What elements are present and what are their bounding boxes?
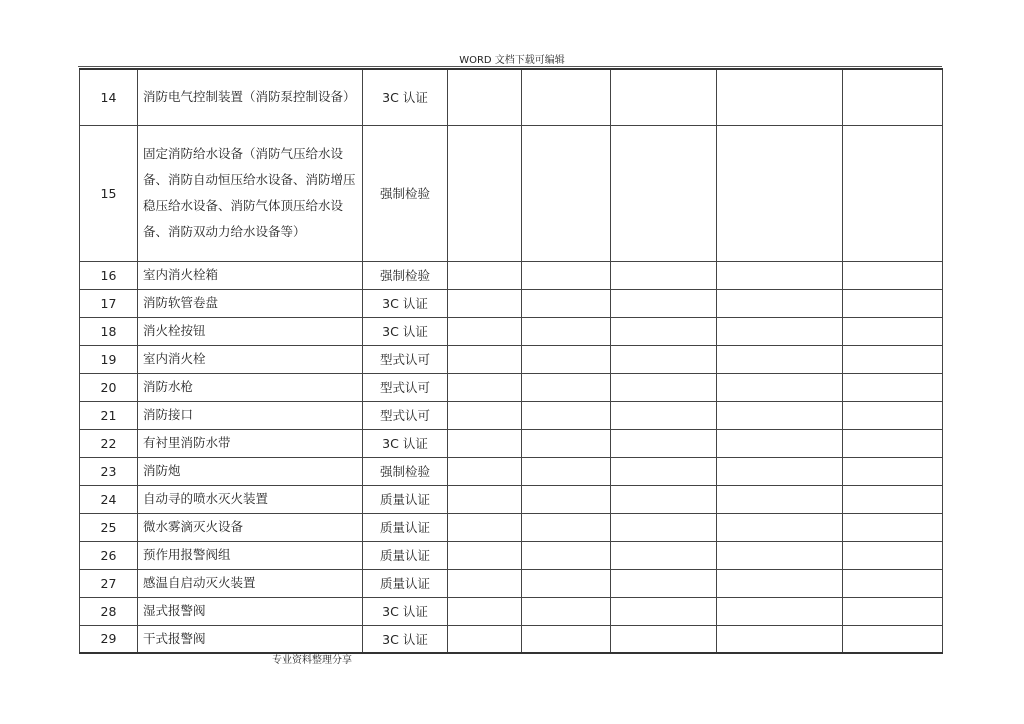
empty-cell bbox=[843, 373, 943, 401]
empty-cell bbox=[717, 625, 843, 653]
empty-cell bbox=[448, 429, 522, 457]
empty-cell bbox=[522, 317, 611, 345]
empty-cell bbox=[522, 69, 611, 125]
row-number: 16 bbox=[80, 261, 138, 289]
table-row bbox=[80, 429, 943, 457]
empty-cell bbox=[448, 457, 522, 485]
equipment-name: 自动寻的喷水灭火装置 bbox=[138, 485, 363, 513]
empty-cell bbox=[843, 569, 943, 597]
empty-cell bbox=[611, 317, 717, 345]
certification-type: 强制检验 bbox=[363, 261, 448, 289]
row-number: 19 bbox=[80, 345, 138, 373]
empty-cell bbox=[611, 625, 717, 653]
empty-cell bbox=[717, 345, 843, 373]
empty-cell bbox=[843, 429, 943, 457]
empty-cell bbox=[717, 401, 843, 429]
row-number: 18 bbox=[80, 317, 138, 345]
equipment-name: 微水雾滴灭火设备 bbox=[138, 513, 363, 541]
certification-type: 3C 认证 bbox=[363, 625, 448, 653]
table-row bbox=[80, 317, 943, 345]
header-divider bbox=[78, 66, 942, 67]
document-header: WORD 文档下载可编辑 bbox=[459, 55, 565, 66]
empty-cell bbox=[448, 125, 522, 261]
empty-cell bbox=[611, 69, 717, 125]
row-number: 14 bbox=[80, 69, 138, 125]
empty-cell bbox=[448, 625, 522, 653]
row-number: 17 bbox=[80, 289, 138, 317]
empty-cell bbox=[522, 429, 611, 457]
empty-cell bbox=[717, 597, 843, 625]
empty-cell bbox=[611, 457, 717, 485]
empty-cell bbox=[448, 401, 522, 429]
row-number: 28 bbox=[80, 597, 138, 625]
empty-cell bbox=[522, 541, 611, 569]
empty-cell bbox=[522, 373, 611, 401]
certification-type: 3C 认证 bbox=[363, 429, 448, 457]
row-number: 27 bbox=[80, 569, 138, 597]
empty-cell bbox=[717, 541, 843, 569]
empty-cell bbox=[611, 345, 717, 373]
table-body bbox=[80, 69, 943, 653]
empty-cell bbox=[843, 485, 943, 513]
empty-cell bbox=[611, 513, 717, 541]
certification-type: 3C 认证 bbox=[363, 69, 448, 125]
table-row bbox=[80, 457, 943, 485]
table-row bbox=[80, 401, 943, 429]
empty-cell bbox=[522, 457, 611, 485]
empty-cell bbox=[522, 597, 611, 625]
equipment-name: 湿式报警阀 bbox=[138, 597, 363, 625]
table-row bbox=[80, 513, 943, 541]
empty-cell bbox=[717, 69, 843, 125]
empty-cell bbox=[611, 401, 717, 429]
empty-cell bbox=[448, 569, 522, 597]
empty-cell bbox=[611, 125, 717, 261]
table-row bbox=[80, 597, 943, 625]
empty-cell bbox=[717, 317, 843, 345]
certification-type: 质量认证 bbox=[363, 569, 448, 597]
certification-type: 型式认可 bbox=[363, 401, 448, 429]
equipment-name: 消防接口 bbox=[138, 401, 363, 429]
document-footer: 专业资料整理分享 bbox=[272, 655, 352, 666]
equipment-name: 感温自启动灭火装置 bbox=[138, 569, 363, 597]
empty-cell bbox=[522, 261, 611, 289]
certification-type: 质量认证 bbox=[363, 485, 448, 513]
empty-cell bbox=[843, 125, 943, 261]
empty-cell bbox=[717, 125, 843, 261]
empty-cell bbox=[611, 597, 717, 625]
certification-type: 强制检验 bbox=[363, 457, 448, 485]
row-number: 22 bbox=[80, 429, 138, 457]
row-number: 21 bbox=[80, 401, 138, 429]
empty-cell bbox=[448, 597, 522, 625]
row-number: 15 bbox=[80, 125, 138, 261]
empty-cell bbox=[448, 289, 522, 317]
certification-type: 3C 认证 bbox=[363, 317, 448, 345]
empty-cell bbox=[522, 125, 611, 261]
empty-cell bbox=[448, 513, 522, 541]
empty-cell bbox=[522, 513, 611, 541]
empty-cell bbox=[611, 261, 717, 289]
table-row bbox=[80, 345, 943, 373]
equipment-name: 室内消火栓 bbox=[138, 345, 363, 373]
empty-cell bbox=[448, 345, 522, 373]
empty-cell bbox=[843, 69, 943, 125]
certification-type: 质量认证 bbox=[363, 513, 448, 541]
certification-type: 3C 认证 bbox=[363, 597, 448, 625]
certification-type: 强制检验 bbox=[363, 125, 448, 261]
table-row bbox=[80, 69, 943, 125]
empty-cell bbox=[843, 541, 943, 569]
empty-cell bbox=[717, 289, 843, 317]
row-number: 25 bbox=[80, 513, 138, 541]
row-number: 29 bbox=[80, 625, 138, 653]
empty-cell bbox=[717, 485, 843, 513]
empty-cell bbox=[843, 625, 943, 653]
equipment-table bbox=[79, 68, 943, 654]
empty-cell bbox=[522, 485, 611, 513]
table-row bbox=[80, 541, 943, 569]
equipment-name: 室内消火栓箱 bbox=[138, 261, 363, 289]
empty-cell bbox=[611, 429, 717, 457]
empty-cell bbox=[522, 401, 611, 429]
empty-cell bbox=[522, 569, 611, 597]
empty-cell bbox=[717, 373, 843, 401]
empty-cell bbox=[611, 569, 717, 597]
equipment-name: 干式报警阀 bbox=[138, 625, 363, 653]
empty-cell bbox=[717, 429, 843, 457]
equipment-name: 消防软管卷盘 bbox=[138, 289, 363, 317]
empty-cell bbox=[843, 457, 943, 485]
empty-cell bbox=[843, 261, 943, 289]
equipment-name: 消防电气控制装置（消防泵控制设备） bbox=[138, 69, 363, 125]
row-number: 26 bbox=[80, 541, 138, 569]
empty-cell bbox=[448, 541, 522, 569]
certification-type: 型式认可 bbox=[363, 373, 448, 401]
equipment-name: 消火栓按钮 bbox=[138, 317, 363, 345]
empty-cell bbox=[843, 289, 943, 317]
empty-cell bbox=[843, 401, 943, 429]
table-row bbox=[80, 485, 943, 513]
empty-cell bbox=[611, 485, 717, 513]
empty-cell bbox=[448, 373, 522, 401]
table-row bbox=[80, 125, 943, 261]
empty-cell bbox=[611, 373, 717, 401]
certification-type: 质量认证 bbox=[363, 541, 448, 569]
row-number: 20 bbox=[80, 373, 138, 401]
row-number: 23 bbox=[80, 457, 138, 485]
equipment-name: 消防水枪 bbox=[138, 373, 363, 401]
empty-cell bbox=[448, 69, 522, 125]
empty-cell bbox=[522, 625, 611, 653]
empty-cell bbox=[843, 317, 943, 345]
equipment-name: 消防炮 bbox=[138, 457, 363, 485]
empty-cell bbox=[717, 569, 843, 597]
equipment-name: 预作用报警阀组 bbox=[138, 541, 363, 569]
certification-type: 3C 认证 bbox=[363, 289, 448, 317]
empty-cell bbox=[717, 457, 843, 485]
empty-cell bbox=[843, 513, 943, 541]
empty-cell bbox=[717, 261, 843, 289]
equipment-name: 有衬里消防水带 bbox=[138, 429, 363, 457]
empty-cell bbox=[522, 289, 611, 317]
certification-type: 型式认可 bbox=[363, 345, 448, 373]
empty-cell bbox=[717, 513, 843, 541]
table-row bbox=[80, 261, 943, 289]
empty-cell bbox=[448, 317, 522, 345]
table-row bbox=[80, 625, 943, 653]
empty-cell bbox=[843, 597, 943, 625]
empty-cell bbox=[522, 345, 611, 373]
table-row bbox=[80, 569, 943, 597]
empty-cell bbox=[448, 261, 522, 289]
table-row bbox=[80, 373, 943, 401]
equipment-name: 固定消防给水设备（消防气压给水设备、消防自动恒压给水设备、消防增压稳压给水设备、消防气体顶压给水设备、消防双动力给水设备等） bbox=[138, 125, 363, 261]
empty-cell bbox=[611, 289, 717, 317]
empty-cell bbox=[611, 541, 717, 569]
table-row bbox=[80, 289, 943, 317]
empty-cell bbox=[448, 485, 522, 513]
row-number: 24 bbox=[80, 485, 138, 513]
empty-cell bbox=[843, 345, 943, 373]
